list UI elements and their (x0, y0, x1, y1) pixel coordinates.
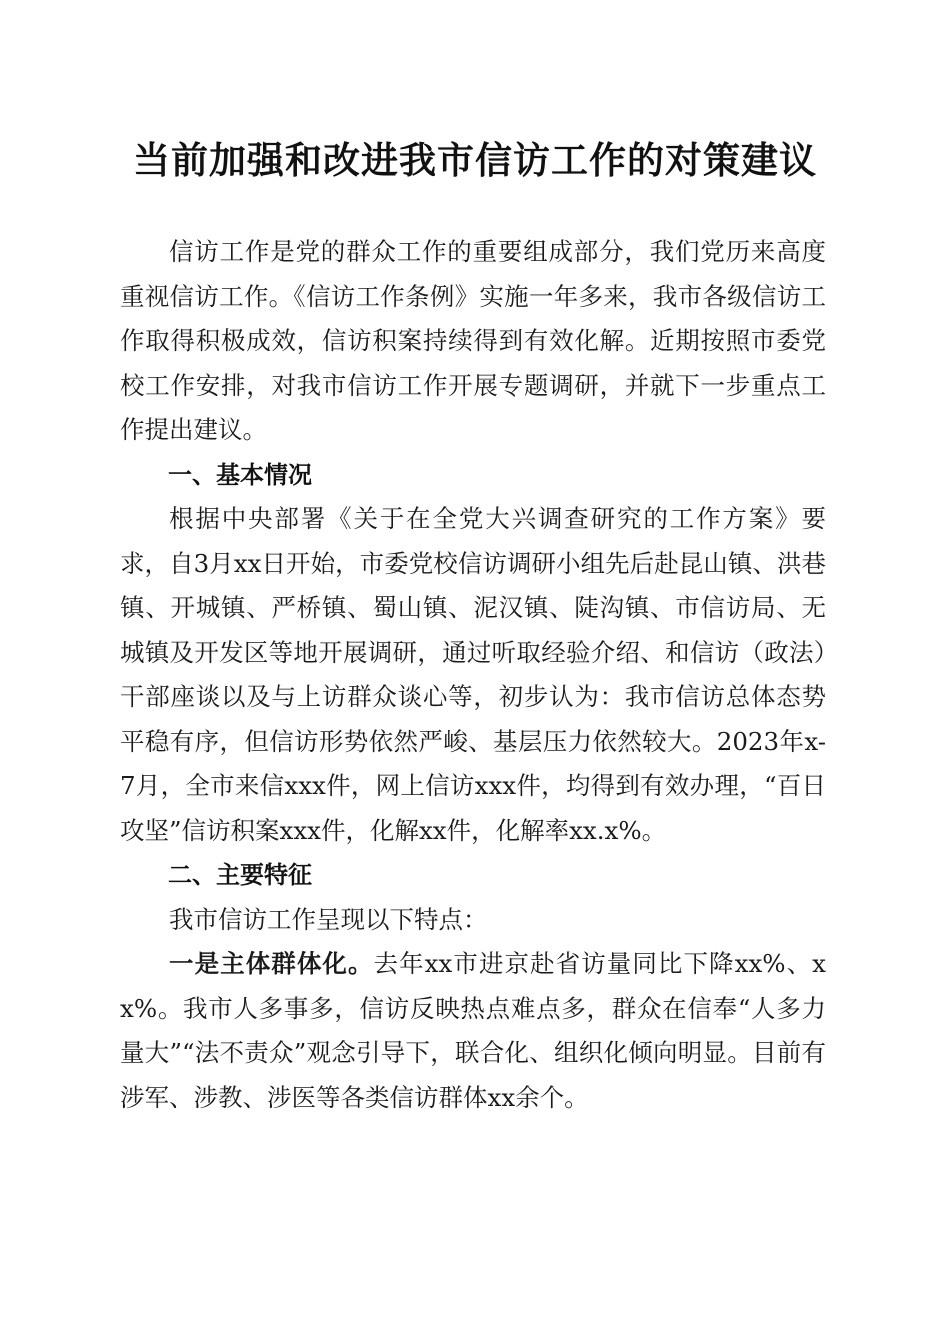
main-features-intro: 我市信访工作呈现以下特点： (169, 904, 488, 934)
feature-point-1-lead: 一是主体群体化。 (169, 949, 374, 978)
basic-situation-paragraph: 根据中央部署《关于在全党大兴调查研究的工作方案》要求，自3月xx日开始，市委党校信访调研小组先后赴昆山镇、洪巷镇、开城镇、严桥镇、蜀山镇、泥汉镇、陡沟镇、市信访局、无城镇及开发区等地开展调研，通过听取经验介绍、和信访（政法）干部座谈以及与上访群众谈心等，初步认为：我市信访总体态势平稳有序，但信访形势依然严峻、基层压力依然较大。2023年x-7月，全市来信xxx件，网上信访xxx件，均得到有效办理，“百日攻坚”信访积案xxx件，化解xx件，化解率xx.x%。 (120, 504, 826, 845)
feature-point-1-text: 去年xx市进京赴省访量同比下降xx%、xx%。我市人多事多，信访反映热点难点多，群众在信奉“人多力量大”“法不责众”观念引导下，联合化、组织化倾向明显。目前有涉军、涉教、涉医等各类信访群体xx余个。 (120, 949, 826, 1112)
section-heading-basic-situation: 一、基本情况 (168, 460, 312, 489)
intro-paragraph: 信访工作是党的群众工作的重要组成部分，我们党历来高度重视信访工作。《信访工作条例》实施一年多来，我市各级信访工作取得积极成效，信访积案持续得到有效化解。近期按照市委党校工作安排，对我市信访工作开展专题调研，并就下一步重点工作提出建议。 (120, 237, 826, 444)
feature-point-1 (120, 942, 826, 1120)
document-body (120, 230, 826, 1120)
document-title: 当前加强和改进我市信访工作的对策建议 (133, 138, 817, 182)
section-heading-main-features: 二、主要特征 (168, 861, 312, 889)
